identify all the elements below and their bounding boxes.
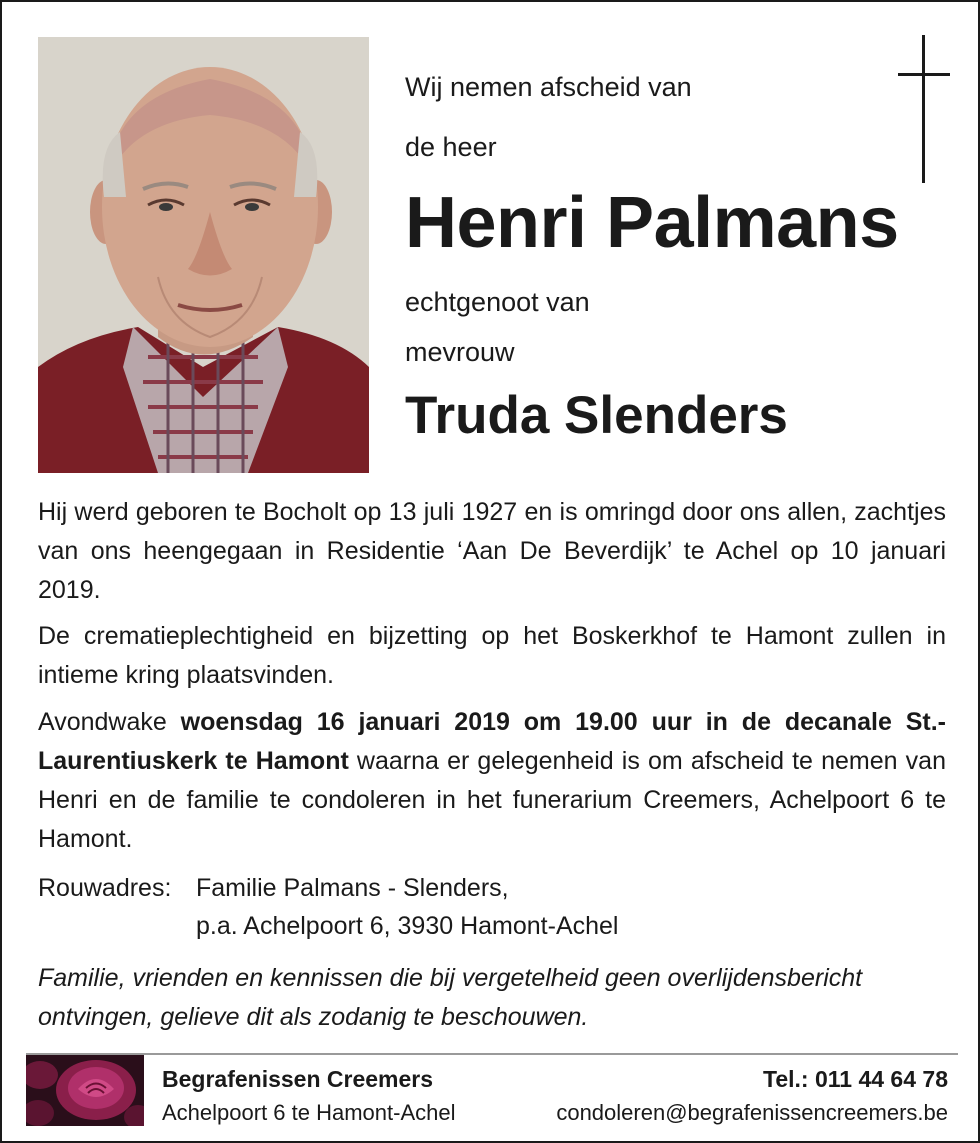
deceased-name: Henri Palmans bbox=[405, 183, 899, 263]
company-email-link[interactable]: condoleren@begrafenissencreemers.be bbox=[556, 1100, 948, 1125]
spouse-line-1: echtgenoot van bbox=[405, 287, 590, 317]
address-line-1: Familie Palmans - Slenders, bbox=[196, 874, 509, 902]
wake-paragraph bbox=[38, 703, 946, 859]
cross-icon bbox=[898, 35, 950, 183]
wake-prefix: Avondwake bbox=[38, 708, 181, 736]
intro-line-1: Wij nemen afscheid van bbox=[405, 72, 692, 102]
mourning-address bbox=[38, 869, 619, 945]
footer-divider bbox=[26, 1053, 958, 1055]
notice-paragraph: Familie, vrienden en kennissen die bij vergetelheid geen overlijdensbericht ontvingen, gelieve dit als zodanig te beschouwen. bbox=[38, 964, 863, 1031]
company-address: Achelpoort 6 te Hamont-Achel bbox=[162, 1100, 456, 1125]
intro-line-2: de heer bbox=[405, 132, 497, 162]
rose-image bbox=[26, 1055, 144, 1126]
wake-details: woensdag 16 januari 2019 om 19.00 uur in de decanale St.-Laurentiuskerk te Hamont bbox=[38, 708, 946, 775]
birth-paragraph: Hij werd geboren te Bocholt op 13 juli 1927 en is omringd door ons allen, zachtjes van ons heengegaan in Residentie ‘Aan De Beverdijk’ te Achel op 10 januari 2019. bbox=[38, 498, 946, 604]
address-line-2: p.a. Achelpoort 6, 3930 Hamont-Achel bbox=[196, 912, 619, 940]
company-phone: Tel.: 011 44 64 78 bbox=[763, 1066, 948, 1092]
spouse-line-2: mevrouw bbox=[405, 337, 515, 367]
company-name: Begrafenissen Creemers bbox=[162, 1066, 434, 1092]
portrait-photo bbox=[38, 37, 369, 473]
spouse-name: Truda Slenders bbox=[405, 386, 788, 445]
wake-suffix: waarna er gelegenheid is om afscheid te nemen van Henri en de familie te condoleren in het funerarium Creemers, Achelpoort 6 te Hamont. bbox=[38, 747, 946, 853]
ceremony-paragraph: De crematieplechtigheid en bijzetting op het Boskerkhof te Hamont zullen in intieme kring plaatsvinden. bbox=[38, 622, 946, 689]
address-label: Rouwadres: bbox=[38, 874, 172, 902]
